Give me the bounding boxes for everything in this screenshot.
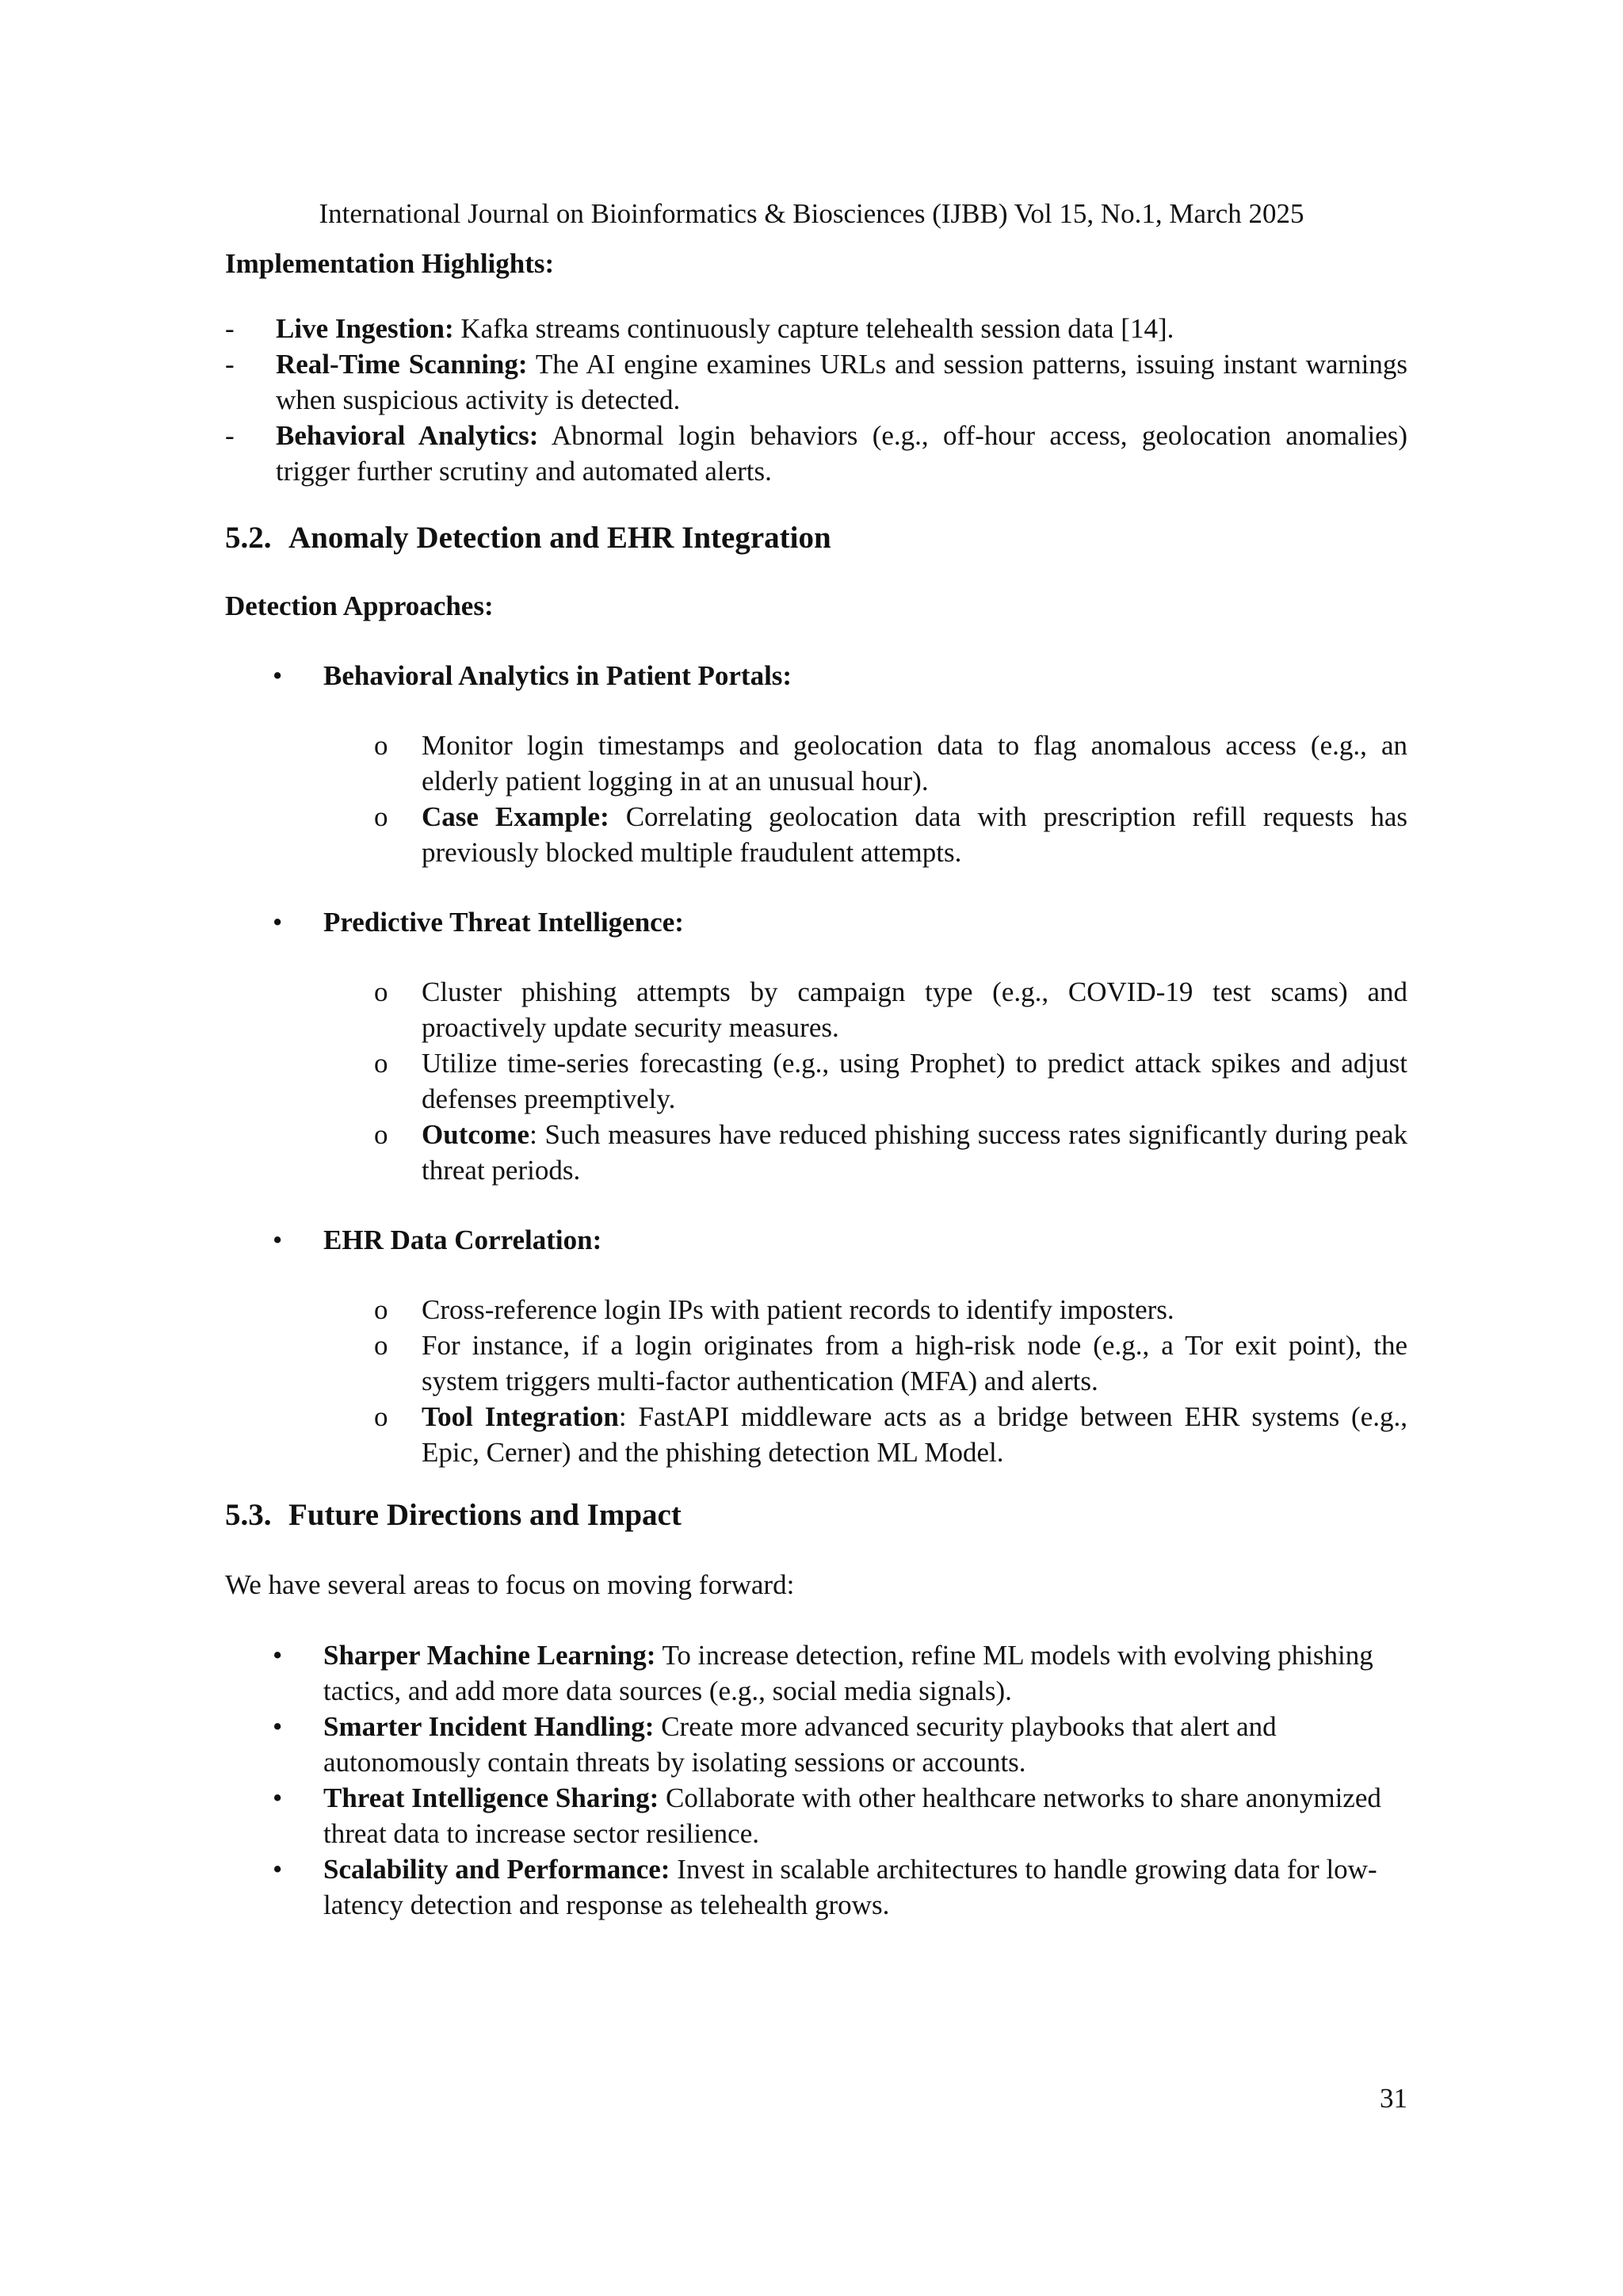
list-item: - Behavioral Analytics: Abnormal login behaviors (e.g., off-hour access, geolocation anomalies) trigger further scrutiny and automated alerts.	[225, 418, 1407, 489]
list-item: • Scalability and Performance: Invest in scalable architectures to handle growing data for low-latency detection and response as telehealth grows.	[225, 1851, 1407, 1923]
list-item: o Tool Integration: FastAPI middleware acts as a bridge between EHR systems (e.g., Epic, Cerner) and the phishing detection ML Model.	[225, 1399, 1407, 1470]
list-item: o For instance, if a login originates from a high-risk node (e.g., a Tor exit point), the system triggers multi-factor authentication (MFA) and alerts.	[225, 1328, 1407, 1399]
bullet-marker: •	[273, 907, 283, 938]
list-item: o Case Example: Correlating geolocation data with prescription refill requests has previously blocked multiple fraudulent attempts.	[225, 799, 1407, 870]
detection-approaches-heading: Detection Approaches:	[225, 590, 494, 621]
circle-marker: o	[374, 730, 388, 761]
dash-marker: -	[225, 313, 235, 344]
circle-marker: o	[374, 1048, 388, 1079]
implementation-highlights-heading: Implementation Highlights:	[225, 248, 555, 279]
list-item: o Utilize time-series forecasting (e.g., using Prophet) to predict attack spikes and adjust defenses preemptively.	[225, 1045, 1407, 1117]
section-5-3-intro: We have several areas to focus on moving forward:	[225, 1569, 795, 1600]
future-directions-list	[225, 1637, 1407, 1923]
bullet-marker: •	[273, 1782, 283, 1813]
page-number: 31	[1380, 2083, 1407, 2114]
implementation-highlights-list	[225, 311, 1407, 489]
circle-marker: o	[374, 1119, 388, 1150]
page-content	[225, 246, 1407, 1923]
bullet-marker: •	[273, 660, 283, 691]
list-item: o Outcome: Such measures have reduced phishing success rates significantly during peak threat periods.	[225, 1117, 1407, 1188]
behavioral-analytics-list	[225, 728, 1407, 870]
circle-marker: o	[374, 976, 388, 1007]
bullet-marker: •	[273, 1640, 283, 1671]
section-5-2-heading: 5.2. Anomaly Detection and EHR Integration	[225, 521, 831, 555]
bullet-marker: •	[273, 1711, 283, 1742]
group-heading-ehr-data-correlation: • EHR Data Correlation:	[225, 1222, 1407, 1258]
dash-marker: -	[225, 420, 235, 451]
bullet-marker: •	[273, 1854, 283, 1885]
circle-marker: o	[374, 1330, 388, 1361]
list-item: o Monitor login timestamps and geolocation data to flag anomalous access (e.g., an elderly patient logging in at an unusual hour).	[225, 728, 1407, 799]
circle-marker: o	[374, 1401, 388, 1432]
dash-marker: -	[225, 349, 235, 380]
list-item: • Smarter Incident Handling: Create more advanced security playbooks that alert and autonomously contain threats by isolating sessions or accounts.	[225, 1709, 1407, 1780]
list-item: o Cross-reference login IPs with patient records to identify imposters.	[225, 1292, 1407, 1328]
bullet-marker: •	[273, 1224, 283, 1255]
list-item: • Sharper Machine Learning: To increase detection, refine ML models with evolving phishing tactics, and add more data sources (e.g., social media signals).	[225, 1637, 1407, 1709]
section-5-3-heading: 5.3. Future Directions and Impact	[225, 1498, 682, 1532]
ehr-data-correlation-list	[225, 1292, 1407, 1470]
list-item: - Real-Time Scanning: The AI engine examines URLs and session patterns, issuing instant warnings when suspicious activity is detected.	[225, 346, 1407, 418]
group-heading-behavioral-analytics: • Behavioral Analytics in Patient Portals:	[225, 658, 1407, 693]
circle-marker: o	[374, 1294, 388, 1325]
list-item: • Threat Intelligence Sharing: Collaborate with other healthcare networks to share anonymized threat data to increase sector resilience.	[225, 1780, 1407, 1851]
list-item: o Cluster phishing attempts by campaign type (e.g., COVID-19 test scams) and proactively update security measures.	[225, 974, 1407, 1045]
predictive-threat-intelligence-list	[225, 974, 1407, 1188]
list-item: - Live Ingestion: Kafka streams continuously capture telehealth session data [14].	[225, 311, 1407, 346]
circle-marker: o	[374, 801, 388, 832]
group-heading-predictive-threat-intelligence: • Predictive Threat Intelligence:	[225, 904, 1407, 940]
running-header: International Journal on Bioinformatics & Biosciences (IJBB) Vol 15, No.1, March 2025	[319, 198, 1304, 229]
